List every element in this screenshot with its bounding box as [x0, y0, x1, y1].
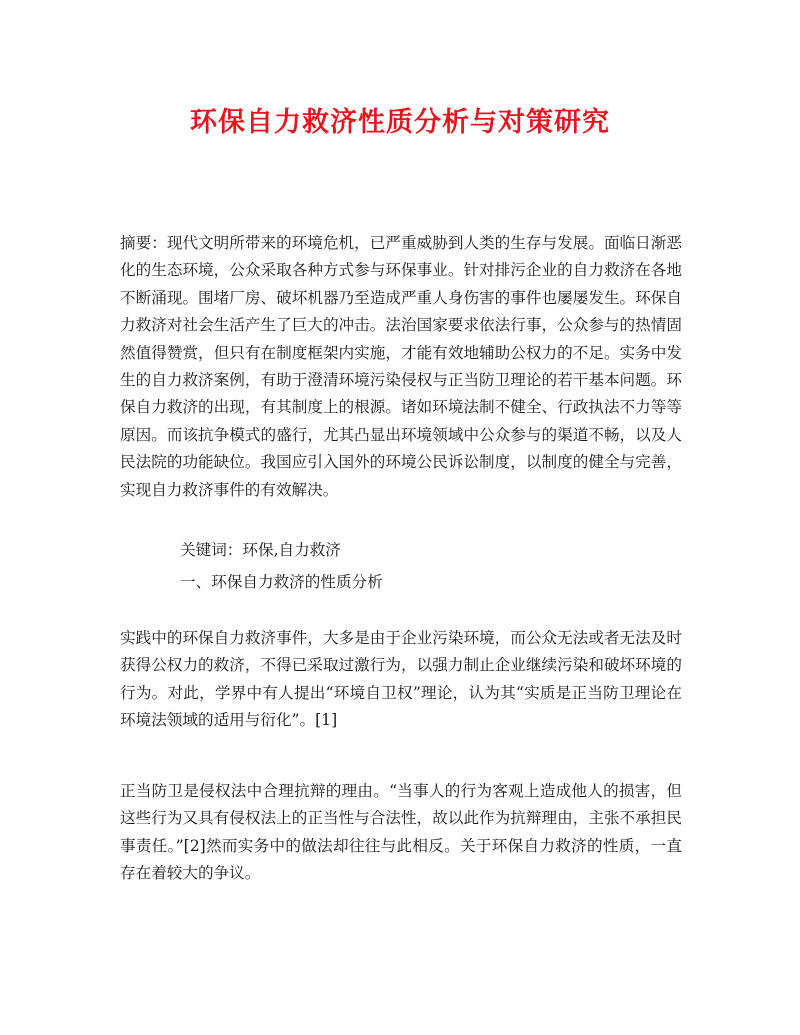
keywords-line: 关键词：环保,自力救济 [180, 541, 341, 559]
body-paragraph-2: 正当防卫是侵权法中合理抗辩的理由。“当事人的行为客观上造成他人的损害，但这些行为又具有侵权法上的正当性与合法性，故以此作为抗辩理由，主张不承担民事责任。”[2]然而实务中的做法却往往与此相反。关于环保自力救济的性质，一直存在着较大的争议。 [120, 782, 682, 883]
abstract-paragraph: 摘要：现代文明所带来的环境危机，已严重威胁到人类的生存与发展。面临日渐恶化的生态环境，公众采取各种方式参与环保事业。针对排污企业的自力救济在各地不断涌现。围堵厂房、破坏机器乃至造成严重人身伤害的事件也屡屡发生。环保自力救济对社会生活产生了巨大的冲击。法治国家要求依法行事，公众参与的热情固然值得赞赏，但只有在制度框架内实施，才能有效地辅助公权力的不足。实务中发生的自力救济案例，有助于澄清环境污染侵权与正当防卫理论的若干基本问题。环保自力救济的出现，有其制度上的根源。诸如环境法制不健全、行政执法不力等等原因。而该抗争模式的盛行，尤其凸显出环境领域中公众参与的渠道不畅，以及人民法院的功能缺位。我国应引入国外的环境公民诉讼制度，以制度的健全与完善，实现自力救济事件的有效解决。 [120, 234, 682, 499]
document-title: 环保自力救济性质分析与对策研究 [190, 107, 610, 138]
body-paragraph-1: 实践中的环保自力救济事件，大多是由于企业污染环境，而公众无法或者无法及时获得公权力的救济，不得已采取过激行为，以强力制止企业继续污染和破坏环境的行为。对此，学界中有人提出“环境自卫权”理论，认为其“实质是正当防卫理论在环境法领域的适用与衍化”。[1] [120, 629, 682, 730]
section-heading: 一、环保自力救济的性质分析 [180, 573, 383, 591]
